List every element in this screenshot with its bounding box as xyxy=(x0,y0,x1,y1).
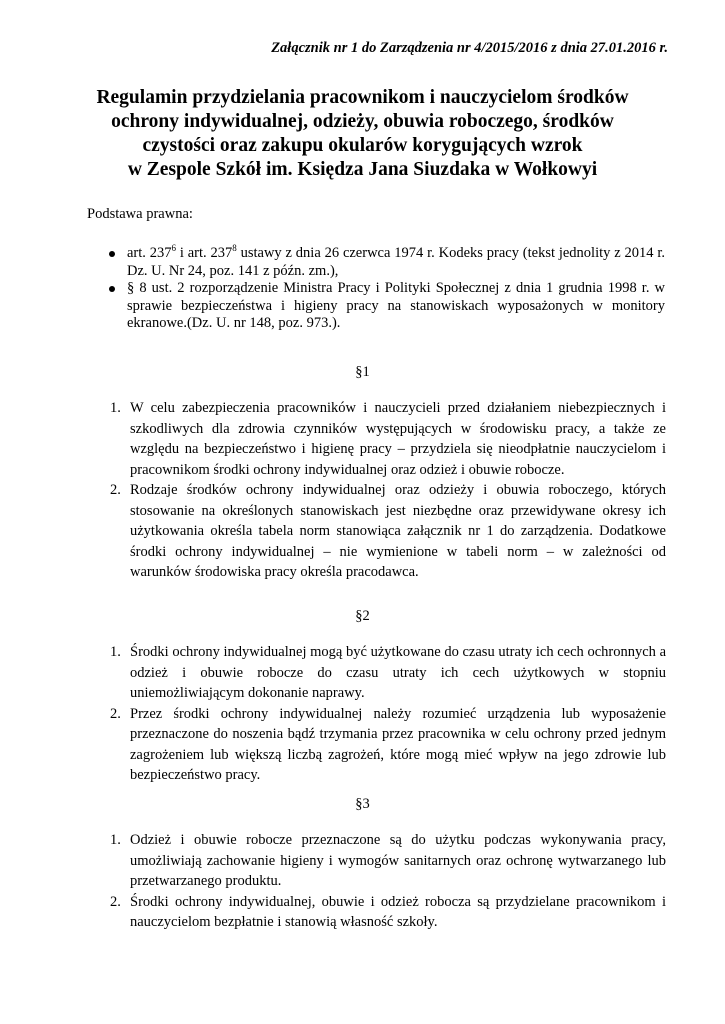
legal-basis-text: ustawy z dnia 26 czerwca 1974 r. Kodeks pracy (tekst jednolity z 2014 r. Dz. U. Nr 24, poz. 141 z późn. zm.), xyxy=(127,245,666,279)
document-title xyxy=(60,86,665,182)
section-list xyxy=(100,642,666,786)
legal-basis-text: § 8 ust. 2 rozporządzenie Ministra Pracy i Polityki Społecznej z dnia 1 grudnia 1998 r. w sprawie bezpieczeństwa i higieny pracy na stanowiskach wyposażonych w monitory ekranowe.(Dz. U. nr 148, poz. 973.). xyxy=(127,280,665,331)
superscript: 6 xyxy=(171,243,177,254)
item-number: 2. xyxy=(110,705,121,722)
list-item xyxy=(100,642,666,704)
annex-header: Załącznik nr 1 do Zarządzenia nr 4/2015/2016 z dnia 27.01.2016 r. xyxy=(271,40,668,56)
bullet-icon xyxy=(109,251,115,257)
section-list xyxy=(100,398,666,583)
list-item xyxy=(100,704,666,786)
item-text: Środki ochrony indywidualnej mogą być użytkowane do czasu utraty ich cech ochronnych a odzież i obuwie robocze do czasu utraty ich cech użytkowych w stopniu uniemożliwiającym dokonanie naprawy. xyxy=(130,644,666,701)
item-number: 1. xyxy=(110,400,121,416)
title-line: w Zespole Szkół im. Księdza Jana Siuzdaka w Wołkowyi xyxy=(127,159,598,180)
legal-basis-list xyxy=(100,245,665,333)
title-line: czystości oraz zakupu okularów korygujących wzrok xyxy=(142,135,583,156)
list-item xyxy=(100,830,666,892)
list-item xyxy=(100,398,666,480)
legal-basis-item xyxy=(100,245,665,280)
legal-basis-label: Podstawa prawna: xyxy=(87,206,193,222)
item-number: 2. xyxy=(110,482,121,498)
item-text: Rodzaje środków ochrony indywidualnej oraz odzieży i obuwia roboczego, których stosowanie na określonych stanowiskach jest niezbędne oraz przewidywane okresy ich użytkowania określa tabela norm stanowiąca załącznik nr 1 do zarządzenia. Dodatkowe środki ochrony indywidualnej – nie wymienione w tabeli norm – w zależności od warunków środowiska pracy określa pracodawca. xyxy=(130,482,666,580)
section-list xyxy=(100,830,666,933)
legal-basis-text: art. 237 xyxy=(127,245,172,261)
list-item xyxy=(100,892,666,933)
item-text: Środki ochrony indywidualnej, obuwie i odzież robocza są przydzielane pracownikom i nauczycielom bezpłatnie i stanowią własność szkoły. xyxy=(130,893,666,930)
title-line: ochrony indywidualnej, odzieży, obuwia roboczego, środków xyxy=(111,111,614,132)
item-number: 1. xyxy=(110,832,121,848)
legal-basis-item xyxy=(100,280,665,333)
title-line: Regulamin przydzielania pracownikom i nauczycielom środków xyxy=(96,87,629,108)
item-text: Przez środki ochrony indywidualnej należy rozumieć urządzenia lub wyposażenie przeznaczone do noszenia bądź trzymania przez pracownika w celu ochrony przed jednym zagrożeniem lub większą liczbą zagrożeń, które mogą mieć wpływ na jego zdrowie lub bezpieczeństwo pracy. xyxy=(130,705,666,783)
section-heading: §2 xyxy=(355,608,370,624)
item-number: 2. xyxy=(110,893,121,910)
bullet-icon xyxy=(109,286,115,292)
section-heading: §3 xyxy=(355,796,370,812)
item-text: Odzież i obuwie robocze przeznaczone są do użytku podczas wykonywania pracy, umożliwiają zachowanie higieny i wymogów sanitarnych oraz ochronę wytwarzanego lub przetwarzanego produktu. xyxy=(130,832,666,889)
list-item xyxy=(100,480,666,583)
superscript: 8 xyxy=(232,243,237,254)
legal-basis-text: i art. 237 xyxy=(176,245,233,261)
section-heading: §1 xyxy=(355,364,370,380)
item-number: 1. xyxy=(110,644,121,660)
item-text: W celu zabezpieczenia pracowników i nauczycieli przed działaniem niebezpiecznych i szkodliwych dla zdrowia czynników występujących w środowisku pracy, a także ze względu na bezpieczeństwo i higienę pracy – przydziela się nieodpłatnie nauczycielom i pracownikom środki ochrony indywidualnej oraz odzież i obuwie robocze. xyxy=(130,400,666,478)
